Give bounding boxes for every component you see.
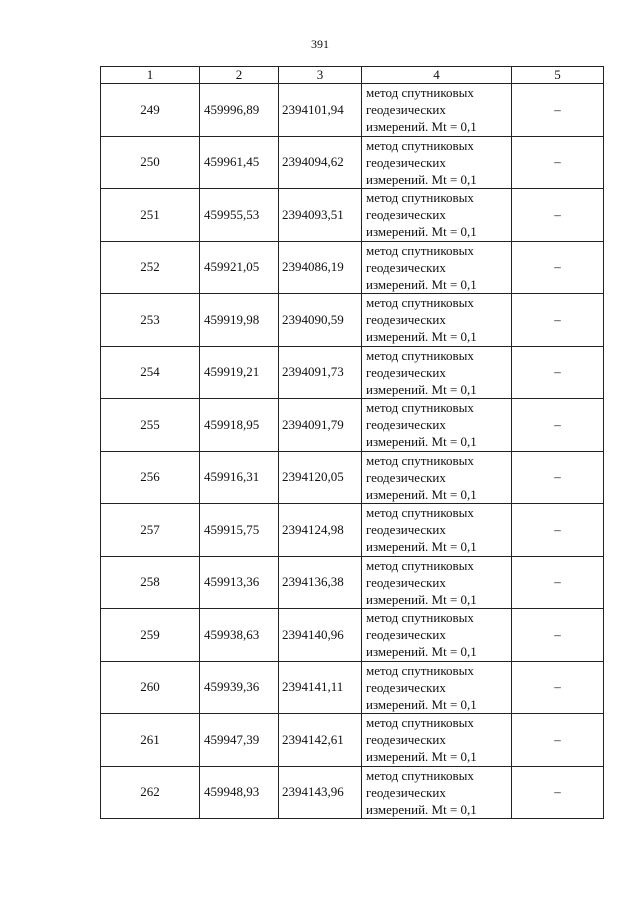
note-cell: – <box>512 84 604 137</box>
table-row <box>101 136 604 189</box>
point-number-cell: 257 <box>101 504 200 557</box>
x-coordinate-cell: 459939,36 <box>200 661 279 714</box>
point-number-cell: 251 <box>101 189 200 242</box>
column-header-3: 3 <box>279 67 362 84</box>
method-line: метод спутниковых <box>366 295 474 311</box>
method-cell <box>362 84 512 137</box>
method-line: измерений. Mt = 0,1 <box>366 486 477 502</box>
y-coordinate-cell: 2394124,98 <box>279 504 362 557</box>
point-number-cell: 254 <box>101 346 200 399</box>
y-coordinate-cell: 2394091,73 <box>279 346 362 399</box>
method-line: метод спутниковых <box>366 610 474 626</box>
note-cell: – <box>512 241 604 294</box>
method-cell <box>362 136 512 189</box>
method-line: метод спутниковых <box>366 767 474 783</box>
method-cell <box>362 294 512 347</box>
table-row <box>101 661 604 714</box>
note-cell: – <box>512 766 604 819</box>
point-number-cell: 261 <box>101 714 200 767</box>
method-cell <box>362 451 512 504</box>
y-coordinate-cell: 2394094,62 <box>279 136 362 189</box>
method-line: метод спутниковых <box>366 347 474 363</box>
method-line: геодезических <box>366 784 446 800</box>
x-coordinate-cell: 459918,95 <box>200 399 279 452</box>
method-line: геодезических <box>366 207 446 223</box>
note-cell: – <box>512 609 604 662</box>
y-coordinate-cell: 2394136,38 <box>279 556 362 609</box>
note-cell: – <box>512 346 604 399</box>
table-header-row <box>101 67 604 84</box>
method-line: измерений. Mt = 0,1 <box>366 276 477 292</box>
x-coordinate-cell: 459919,98 <box>200 294 279 347</box>
point-number-cell: 259 <box>101 609 200 662</box>
method-line: измерений. Mt = 0,1 <box>366 539 477 555</box>
note-cell: – <box>512 399 604 452</box>
table-row <box>101 556 604 609</box>
table-row <box>101 766 604 819</box>
point-number-cell: 256 <box>101 451 200 504</box>
table-row <box>101 451 604 504</box>
method-line: измерений. Mt = 0,1 <box>366 696 477 712</box>
method-line: метод спутниковых <box>366 452 474 468</box>
method-line: метод спутниковых <box>366 662 474 678</box>
method-line: метод спутниковых <box>366 85 474 101</box>
table-row <box>101 714 604 767</box>
y-coordinate-cell: 2394141,11 <box>279 661 362 714</box>
x-coordinate-cell: 459913,36 <box>200 556 279 609</box>
note-cell: – <box>512 556 604 609</box>
y-coordinate-cell: 2394101,94 <box>279 84 362 137</box>
method-line: измерений. Mt = 0,1 <box>366 381 477 397</box>
x-coordinate-cell: 459921,05 <box>200 241 279 294</box>
method-cell <box>362 766 512 819</box>
method-line: метод спутниковых <box>366 557 474 573</box>
y-coordinate-cell: 2394090,59 <box>279 294 362 347</box>
method-line: геодезических <box>366 627 446 643</box>
table-row <box>101 399 604 452</box>
method-line: измерений. Mt = 0,1 <box>366 801 477 817</box>
x-coordinate-cell: 459915,75 <box>200 504 279 557</box>
column-header-2: 2 <box>200 67 279 84</box>
y-coordinate-cell: 2394086,19 <box>279 241 362 294</box>
point-number-cell: 250 <box>101 136 200 189</box>
y-coordinate-cell: 2394093,51 <box>279 189 362 242</box>
table-row <box>101 346 604 399</box>
method-line: измерений. Mt = 0,1 <box>366 171 477 187</box>
note-cell: – <box>512 661 604 714</box>
table-row <box>101 609 604 662</box>
note-cell: – <box>512 136 604 189</box>
point-number-cell: 255 <box>101 399 200 452</box>
page-number: 391 <box>311 37 329 51</box>
x-coordinate-cell: 459919,21 <box>200 346 279 399</box>
method-cell <box>362 714 512 767</box>
method-line: измерений. Mt = 0,1 <box>366 434 477 450</box>
method-line: геодезических <box>366 469 446 485</box>
method-line: измерений. Mt = 0,1 <box>366 119 477 135</box>
method-line: метод спутниковых <box>366 400 474 416</box>
point-number-cell: 252 <box>101 241 200 294</box>
table-row <box>101 294 604 347</box>
method-line: геодезических <box>366 364 446 380</box>
method-cell <box>362 504 512 557</box>
x-coordinate-cell: 459948,93 <box>200 766 279 819</box>
x-coordinate-cell: 459916,31 <box>200 451 279 504</box>
column-header-1: 1 <box>101 67 200 84</box>
method-line: измерений. Mt = 0,1 <box>366 591 477 607</box>
note-cell: – <box>512 294 604 347</box>
method-cell <box>362 556 512 609</box>
note-cell: – <box>512 189 604 242</box>
method-line: измерений. Mt = 0,1 <box>366 329 477 345</box>
note-cell: – <box>512 714 604 767</box>
y-coordinate-cell: 2394140,96 <box>279 609 362 662</box>
method-cell <box>362 399 512 452</box>
point-number-cell: 249 <box>101 84 200 137</box>
point-number-cell: 258 <box>101 556 200 609</box>
method-line: геодезических <box>366 312 446 328</box>
table-row <box>101 189 604 242</box>
table-row <box>101 504 604 557</box>
method-line: метод спутниковых <box>366 190 474 206</box>
coordinates-table <box>100 66 604 819</box>
method-line: геодезических <box>366 417 446 433</box>
method-line: геодезических <box>366 102 446 118</box>
point-number-cell: 260 <box>101 661 200 714</box>
x-coordinate-cell: 459938,63 <box>200 609 279 662</box>
x-coordinate-cell: 459961,45 <box>200 136 279 189</box>
method-line: геодезических <box>366 732 446 748</box>
method-cell <box>362 346 512 399</box>
y-coordinate-cell: 2394120,05 <box>279 451 362 504</box>
method-line: измерений. Mt = 0,1 <box>366 224 477 240</box>
table-row <box>101 84 604 137</box>
point-number-cell: 262 <box>101 766 200 819</box>
x-coordinate-cell: 459996,89 <box>200 84 279 137</box>
method-line: геодезических <box>366 154 446 170</box>
x-coordinate-cell: 459955,53 <box>200 189 279 242</box>
note-cell: – <box>512 504 604 557</box>
method-line: геодезических <box>366 522 446 538</box>
y-coordinate-cell: 2394143,96 <box>279 766 362 819</box>
x-coordinate-cell: 459947,39 <box>200 714 279 767</box>
method-line: геодезических <box>366 259 446 275</box>
method-cell <box>362 241 512 294</box>
method-cell <box>362 189 512 242</box>
method-cell <box>362 609 512 662</box>
method-line: метод спутниковых <box>366 137 474 153</box>
column-header-5: 5 <box>512 67 604 84</box>
method-line: геодезических <box>366 574 446 590</box>
method-line: измерений. Mt = 0,1 <box>366 749 477 765</box>
y-coordinate-cell: 2394142,61 <box>279 714 362 767</box>
method-line: геодезических <box>366 679 446 695</box>
point-number-cell: 253 <box>101 294 200 347</box>
method-line: измерений. Mt = 0,1 <box>366 644 477 660</box>
y-coordinate-cell: 2394091,79 <box>279 399 362 452</box>
method-line: метод спутниковых <box>366 505 474 521</box>
table-body <box>101 84 604 819</box>
method-line: метод спутниковых <box>366 242 474 258</box>
method-line: метод спутниковых <box>366 715 474 731</box>
method-cell <box>362 661 512 714</box>
note-cell: – <box>512 451 604 504</box>
column-header-4: 4 <box>362 67 512 84</box>
table-row <box>101 241 604 294</box>
